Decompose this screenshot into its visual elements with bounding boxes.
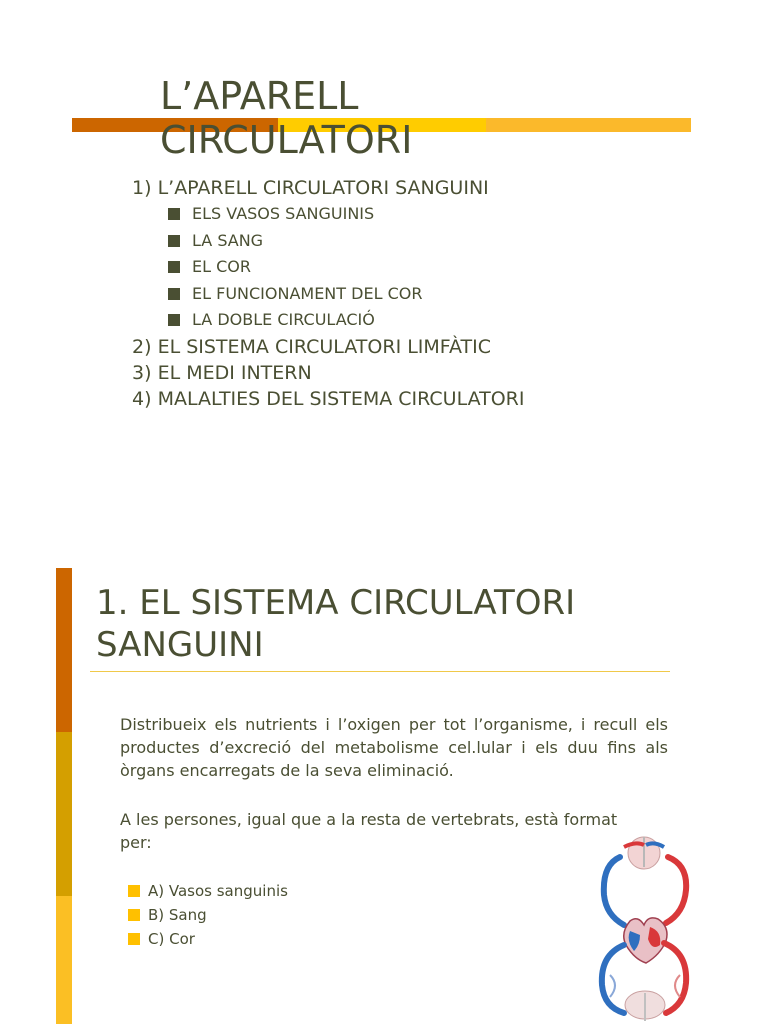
table-of-contents (132, 175, 525, 412)
list-item: C) Cor (128, 927, 288, 951)
toc-sublist (132, 201, 525, 334)
title-divider (90, 671, 670, 672)
toc-label: L’APARELL CIRCULATORI SANGUINI (157, 177, 489, 199)
toc-subitem: EL FUNCIONAMENT DEL COR (168, 281, 525, 308)
square-bullet-icon (168, 261, 180, 273)
square-bullet-icon (128, 885, 140, 897)
toc-subitem: ELS VASOS SANGUINIS (168, 201, 525, 228)
circulatory-diagram-image (590, 835, 702, 1024)
toc-label: MALALTIES DEL SISTEMA CIRCULATORI (157, 387, 525, 410)
square-bullet-icon (168, 208, 180, 220)
artery-path (666, 857, 686, 923)
square-bullet-icon (128, 933, 140, 945)
list-item: A) Vasos sanguinis (128, 879, 288, 903)
toc-number: 4) (132, 387, 152, 410)
square-bullet-icon (128, 909, 140, 921)
component-list (128, 879, 288, 951)
slide2-title: 1. EL SISTEMA CIRCULATORI SANGUINI (96, 583, 576, 665)
side-bar-yellow (56, 896, 72, 1024)
paragraph-text: Distribueix els nutrients i l’oxigen per tot l’organisme, i recull els productes d’excreció del metabolisme cel.lular i els duu fins als òrgans encarregats de la seva eliminació. (120, 715, 668, 780)
toc-subitem: LA DOBLE CIRCULACIÓ (168, 307, 525, 334)
toc-label: EL SISTEMA CIRCULATORI LIMFÀTIC (157, 335, 491, 358)
toc-number: 3) (132, 361, 152, 384)
toc-section-1 (132, 175, 525, 334)
list-item: B) Sang (128, 903, 288, 927)
paragraph-2 (96, 808, 630, 854)
side-bar-mustard (56, 732, 72, 896)
side-bar-orange (56, 568, 72, 732)
square-bullet-icon (168, 235, 180, 247)
toc-section-4 (132, 386, 525, 412)
toc-section-3 (132, 360, 525, 386)
toc-number: 2) (132, 335, 152, 358)
vein-path (604, 857, 624, 925)
square-bullet-icon (168, 314, 180, 326)
paragraph-text: A les persones, igual que a la resta de vertebrats, està format per: (120, 810, 618, 852)
slide1-title: L’APARELL CIRCULATORI (160, 74, 413, 162)
paragraph-1 (96, 713, 668, 782)
square-bullet-icon (168, 288, 180, 300)
toc-label: EL MEDI INTERN (157, 361, 312, 384)
toc-section-2 (132, 334, 525, 360)
toc-subitem: EL COR (168, 254, 525, 281)
toc-subitem: LA SANG (168, 228, 525, 255)
toc-number: 1) (132, 177, 152, 199)
